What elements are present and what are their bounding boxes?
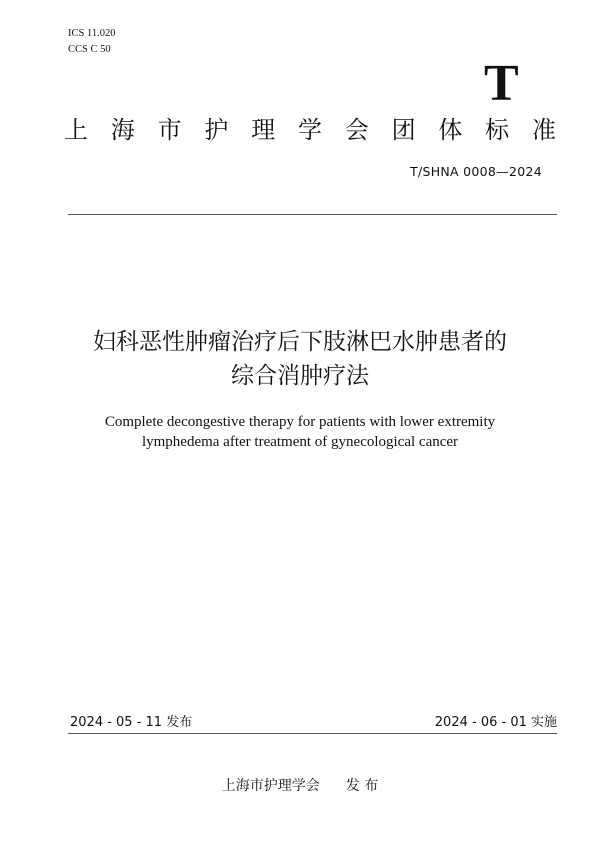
top-divider bbox=[68, 214, 557, 215]
chinese-title-line-1: 妇科恶性肿瘤治疗后下肢淋巴水肿患者的 bbox=[93, 329, 507, 355]
ics-code: ICS 11.020 bbox=[68, 28, 116, 39]
title-char: 体 bbox=[438, 116, 463, 144]
bottom-divider bbox=[68, 733, 557, 734]
title-char: 海 bbox=[110, 116, 135, 144]
chinese-title-line-2: 综合消肿疗法 bbox=[231, 363, 369, 389]
standard-type-mark: T bbox=[484, 55, 519, 112]
title-char: 团 bbox=[391, 116, 416, 144]
title-char: 准 bbox=[531, 116, 556, 144]
publisher bbox=[0, 775, 600, 795]
chinese-title bbox=[0, 325, 600, 393]
title-char: 会 bbox=[344, 116, 369, 144]
title-char: 护 bbox=[204, 116, 229, 144]
title-char: 市 bbox=[157, 116, 182, 144]
title-char: 上 bbox=[64, 116, 88, 144]
title-char: 学 bbox=[297, 116, 322, 144]
publisher-action: 发 布 bbox=[345, 778, 379, 794]
ccs-code: CCS C 50 bbox=[68, 44, 111, 55]
title-char: 理 bbox=[251, 116, 276, 144]
issue-date: 2024 - 05 - 11 发布 bbox=[70, 715, 193, 730]
english-title: Complete decongestive therapy for patients with lower extremity lymphedema after treatment of gynecological cancer bbox=[104, 414, 496, 450]
publisher-name: 上海市护理学会 bbox=[221, 778, 320, 794]
standard-code: T/SHNA 0008—2024 bbox=[410, 164, 542, 179]
implement-date: 2024 - 06 - 01 实施 bbox=[434, 715, 557, 730]
org-standard-title bbox=[64, 114, 556, 146]
title-char: 标 bbox=[485, 116, 510, 144]
